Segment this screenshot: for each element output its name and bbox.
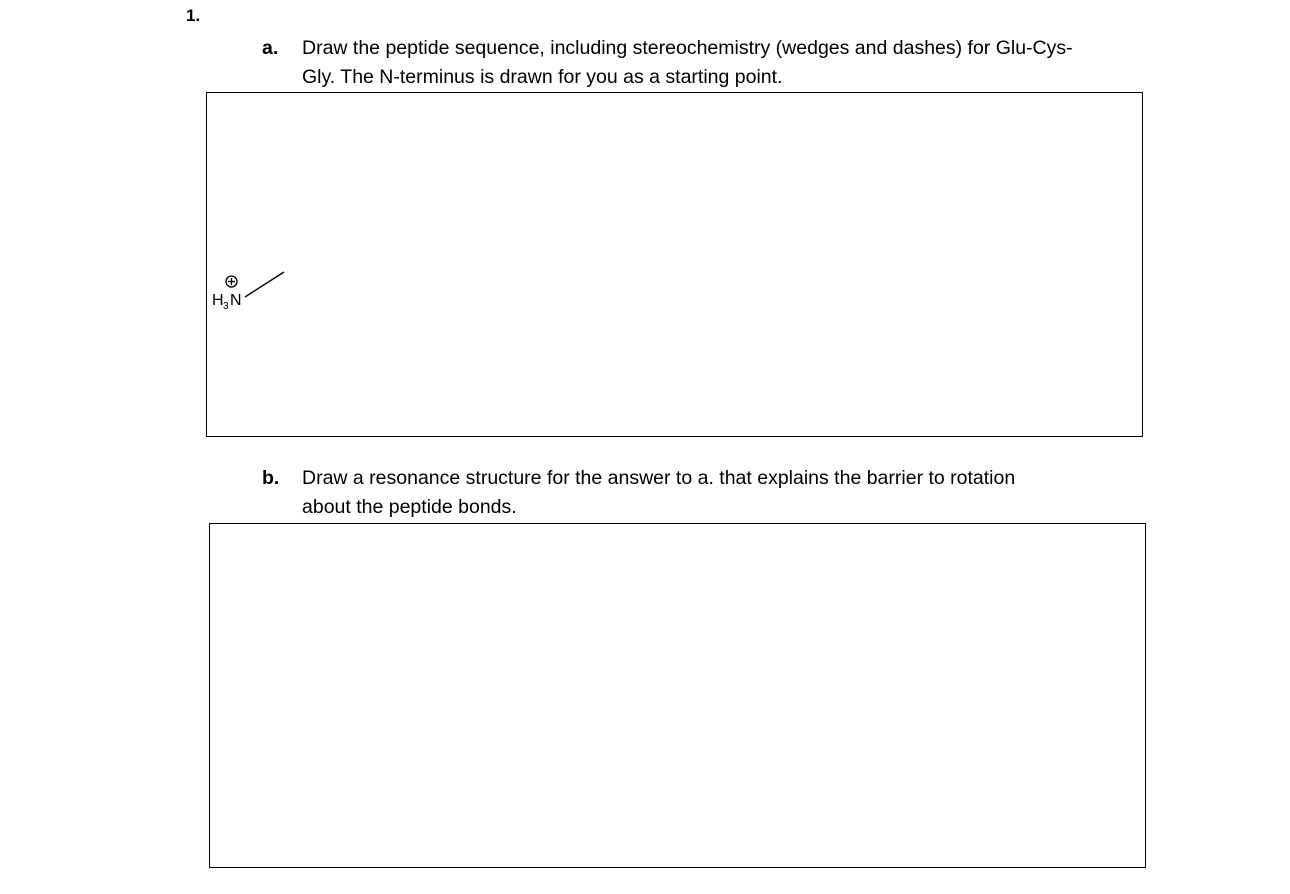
answer-box-a[interactable] xyxy=(206,92,1143,437)
n-terminus-subscript: 3 xyxy=(223,301,229,312)
part-b-letter: b. xyxy=(262,467,280,489)
n-terminus-atom-h: H xyxy=(212,292,224,309)
part-a-letter: a. xyxy=(262,37,279,59)
positive-charge-icon xyxy=(226,276,237,287)
part-a-prompt xyxy=(262,34,1142,92)
question-number: 1. xyxy=(186,6,201,25)
part-b-text: Draw a resonance structure for the answer to a. that explains the barrier to rotation about the peptide bonds. xyxy=(302,467,1016,518)
n-terminus-atom-n: N xyxy=(230,292,242,309)
n-terminus-drawing xyxy=(207,93,327,333)
answer-box-b[interactable] xyxy=(209,523,1146,868)
part-b-prompt xyxy=(262,464,1142,522)
n-terminus-bond xyxy=(245,272,284,297)
part-a-text: Draw the peptide sequence, including stereochemistry (wedges and dashes) for Glu-Cys- Gly. The N-terminus is drawn for you as a starting point. xyxy=(302,37,1073,88)
